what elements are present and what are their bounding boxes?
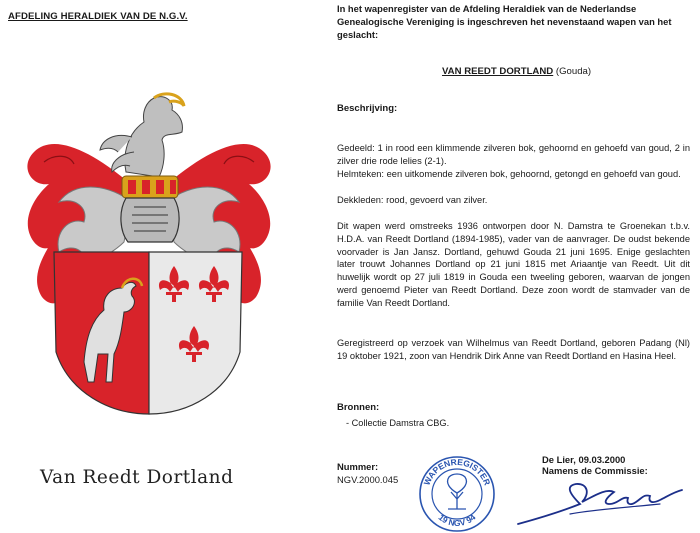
committee-line: Namens de Commissie: <box>542 465 648 476</box>
place-date-block <box>542 454 648 476</box>
crest-text: Helmteken: een uitkomende zilveren bok, gehoornd, getongd en gehoefd van goud. <box>337 169 681 179</box>
crown <box>122 176 178 198</box>
number-label: Nummer: <box>337 461 379 472</box>
registration-text: Geregistreerd op verzoek van Wilhelmus van Reedt Dortland, geboren Padang (Nl) 19 oktober 1921, zoon van Hendrik Dirk Anne van Reedt Dortland en Hasina Heel. <box>337 338 690 361</box>
description-heading: Beschrijving: <box>337 103 398 114</box>
svg-text:19 NGV 94 <box>437 512 478 528</box>
handwritten-signature <box>510 474 690 530</box>
family-name-caption: Van Reedt Dortland <box>40 467 234 488</box>
genealogy-place: (Gouda) <box>555 66 592 77</box>
genealogy-heading <box>442 66 591 77</box>
shield <box>54 252 242 414</box>
mantling-text: Dekkleden: rood, gevoerd van zilver. <box>337 195 488 205</box>
blazon-text: Gedeeld: 1 in rood een klimmende zilveren bok, gehoornd en gehoefd van goud, 2 in zilver drie rode lelies (2-1). <box>337 143 690 166</box>
left-panel <box>0 0 322 533</box>
org-heading: AFDELING HERALDIEK VAN DE N.G.V. <box>8 11 188 22</box>
seal-top-text: WAPENREGISTER <box>421 456 493 487</box>
right-panel <box>322 0 700 533</box>
svg-text:WAPENREGISTER <box>422 457 493 487</box>
place-date: De Lier, 09.03.2000 <box>542 454 626 465</box>
register-seal-stamp <box>418 455 496 533</box>
register-intro: In het wapenregister van de Afdeling Heraldiek van de Nederlandse Genealogische Vereniging is ingeschreven het nevenstaand wapen van het geslacht: <box>337 3 672 40</box>
coat-of-arms-image <box>14 92 284 427</box>
number-value: NGV.2000.045 <box>337 474 399 485</box>
helmet <box>121 198 179 242</box>
seal-bottom-text: 19 NGV 94 <box>436 512 478 529</box>
crest-goat <box>100 94 184 177</box>
sources-heading: Bronnen: <box>337 402 380 413</box>
seal-tree-icon <box>448 474 467 509</box>
source-item: - Collectie Damstra CBG. <box>346 418 450 428</box>
history-text: Dit wapen werd omstreeks 1936 ontworpen door N. Damstra te Groenekan t.b.v. H.D.A. van Reedt Dortland (1894-1985), vader van de aanvrager. De oudst bekende voorvader is Jan Jansz. Dortland, gehuwd Gouda 21 juni 1695. Enige geslachten later trouwt Johannes Dortland op 21 juni 1815 met Ariaantje van Reedt. Uit dit huwelijk wordt op 27 juli 1819 in Gouda een tweeling geboren, waarvan de jongen werd genoemd Pieter van Reedt Dortland. Deze zoon wordt de stamvader van de familie Van Reedt Dortland. <box>337 221 690 308</box>
genealogy-name: VAN REEDT DORTLAND <box>442 66 554 77</box>
